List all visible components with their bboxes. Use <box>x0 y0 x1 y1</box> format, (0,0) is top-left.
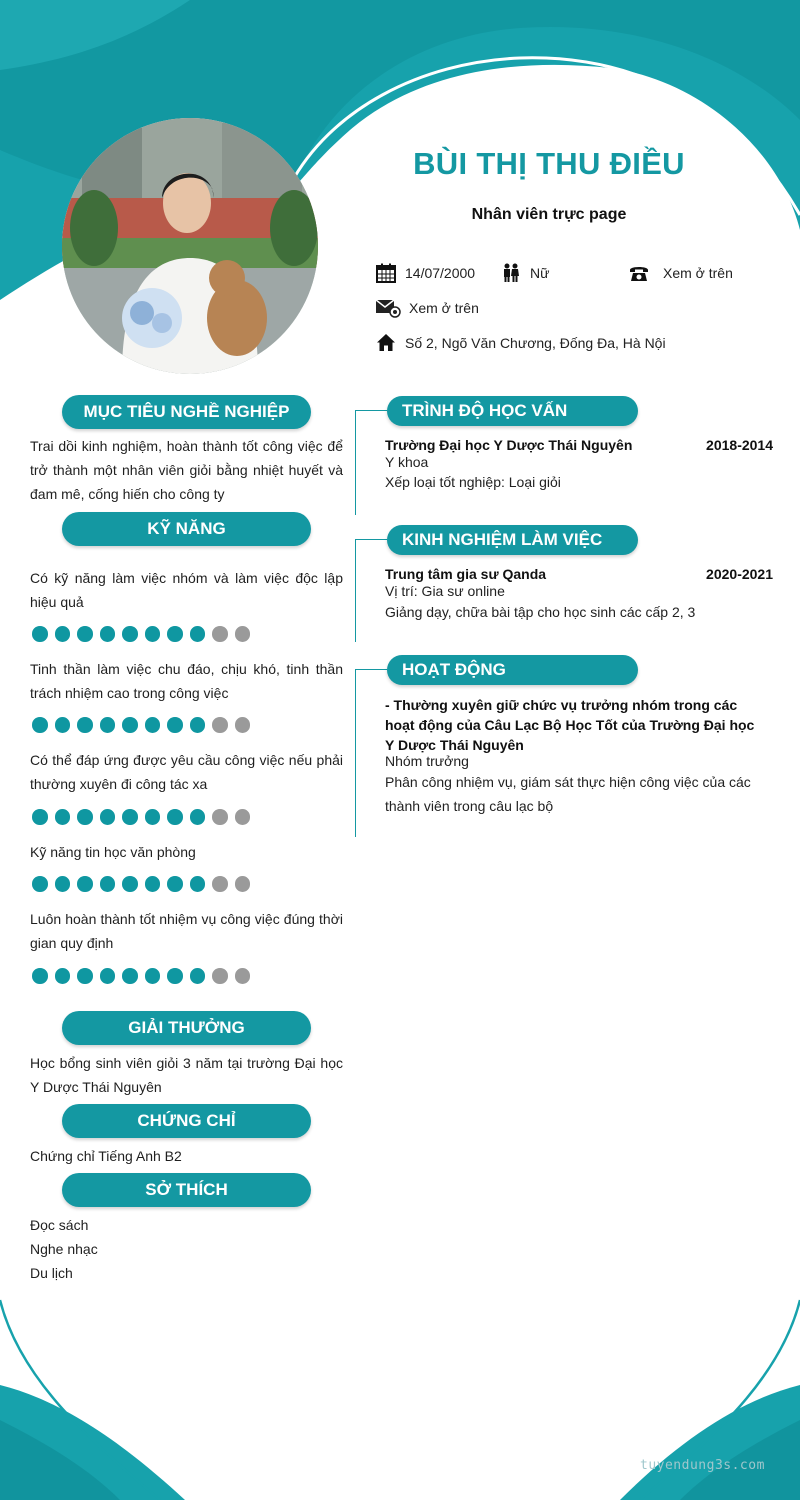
rating-dot-filled <box>32 876 48 892</box>
gender-info <box>500 263 549 283</box>
skill-rating <box>32 717 250 733</box>
rating-dot-filled <box>145 626 161 642</box>
watermark: tuyendung3s.com <box>640 1458 765 1473</box>
timeline-tick <box>355 410 387 411</box>
rating-dot-filled <box>100 876 116 892</box>
rating-dot-empty <box>235 626 251 642</box>
rating-dot-filled <box>190 717 206 733</box>
rating-dot-filled <box>145 717 161 733</box>
profile-photo <box>62 118 318 374</box>
address-info <box>375 333 666 353</box>
email-info <box>375 298 479 318</box>
activities-heading: HOẠT ĐỘNG <box>387 655 638 685</box>
timeline-line <box>355 410 356 515</box>
rating-dot-empty <box>235 876 251 892</box>
rating-dot-filled <box>55 626 71 642</box>
address-text: Số 2, Ngõ Văn Chương, Đống Đa, Hà Nội <box>405 335 666 351</box>
rating-dot-filled <box>100 809 116 825</box>
email-text: Xem ở trên <box>409 300 479 316</box>
hobby-item: Nghe nhạc <box>30 1241 98 1257</box>
activity-title: - Thường xuyên giữ chức vụ trưởng nhóm trong các hoạt động của Câu Lạc Bộ Học Tốt của Trường Đại học Y Dược Thái Nguyên <box>385 697 755 753</box>
hobbies-heading: SỞ THÍCH <box>62 1173 311 1207</box>
awards-heading: GIẢI THƯỞNG <box>62 1011 311 1045</box>
experience-position: Vị trí: Gia sư online <box>385 583 505 599</box>
rating-dot-empty <box>212 809 228 825</box>
rating-dot-filled <box>167 809 183 825</box>
timeline-line <box>355 669 356 837</box>
rating-dot-empty <box>235 717 251 733</box>
skill-rating <box>32 876 250 892</box>
skill-item-1: Có kỹ năng làm việc nhóm và làm việc độc lập hiệu quả <box>30 570 343 610</box>
phone-info <box>628 263 733 283</box>
education-years: 2018-2014 <box>706 437 773 453</box>
email-icon <box>375 298 401 318</box>
rating-dot-filled <box>190 968 206 984</box>
skill-item-5: Luôn hoàn thành tốt nhiệm vụ công việc đúng thời gian quy định <box>30 911 343 951</box>
experience-company: Trung tâm gia sư Qanda <box>385 566 547 582</box>
gender-icon <box>500 263 522 283</box>
rating-dot-filled <box>167 876 183 892</box>
rating-dot-filled <box>122 876 138 892</box>
rating-dot-filled <box>55 968 71 984</box>
calendar-icon <box>375 263 397 283</box>
rating-dot-filled <box>100 626 116 642</box>
rating-dot-filled <box>122 717 138 733</box>
rating-dot-filled <box>77 717 93 733</box>
gender-text: Nữ <box>530 265 550 281</box>
phone-text: Xem ở trên <box>663 265 733 281</box>
skill-item-3: Có thể đáp ứng được yêu cầu công việc nếu phải thường xuyên đi công tác xa <box>30 752 343 792</box>
education-heading: TRÌNH ĐỘ HỌC VẤN <box>387 396 638 426</box>
rating-dot-filled <box>77 876 93 892</box>
rating-dot-empty <box>212 968 228 984</box>
rating-dot-filled <box>55 717 71 733</box>
birthday-info <box>375 263 475 283</box>
education-school: Trường Đại học Y Dược Thái Nguyên <box>385 437 633 453</box>
rating-dot-filled <box>167 626 183 642</box>
timeline-tick <box>355 669 387 670</box>
education-grade: Xếp loại tốt nghiệp: Loại giỏi <box>385 474 561 490</box>
activity-description: Phân công nhiệm vụ, giám sát thực hiện công việc của các thành viên trong câu lạc bộ <box>385 774 751 814</box>
rating-dot-filled <box>167 717 183 733</box>
timeline-line <box>355 539 356 642</box>
rating-dot-filled <box>77 968 93 984</box>
rating-dot-filled <box>55 809 71 825</box>
rating-dot-filled <box>32 968 48 984</box>
awards-text: Học bổng sinh viên giỏi 3 năm tại trường Đại học Y Dược Thái Nguyên <box>30 1055 343 1095</box>
rating-dot-filled <box>190 809 206 825</box>
rating-dot-filled <box>77 809 93 825</box>
rating-dot-filled <box>32 626 48 642</box>
rating-dot-filled <box>190 876 206 892</box>
hobby-item: Đọc sách <box>30 1217 89 1233</box>
rating-dot-empty <box>235 809 251 825</box>
experience-description: Giảng dạy, chữa bài tập cho học sinh các cấp 2, 3 <box>385 604 696 620</box>
experience-heading: KINH NGHIỆM LÀM VIỆC <box>387 525 638 555</box>
certificates-heading: CHỨNG CHỈ <box>62 1104 311 1138</box>
rating-dot-empty <box>212 626 228 642</box>
skills-heading: KỸ NĂNG <box>62 512 311 546</box>
rating-dot-empty <box>212 876 228 892</box>
timeline-tick <box>355 539 387 540</box>
rating-dot-filled <box>32 717 48 733</box>
rating-dot-filled <box>32 809 48 825</box>
skill-item-4: Kỹ năng tin học văn phòng <box>30 844 196 860</box>
rating-dot-filled <box>77 626 93 642</box>
activity-role: Nhóm trưởng <box>385 753 469 769</box>
objective-heading: MỤC TIÊU NGHỀ NGHIỆP <box>62 395 311 429</box>
rating-dot-filled <box>167 968 183 984</box>
job-title: Nhân viên trực page <box>471 206 627 223</box>
rating-dot-filled <box>122 626 138 642</box>
skill-rating <box>32 626 250 642</box>
rating-dot-filled <box>100 717 116 733</box>
rating-dot-filled <box>145 968 161 984</box>
rating-dot-filled <box>122 809 138 825</box>
rating-dot-filled <box>145 876 161 892</box>
home-icon <box>375 333 397 353</box>
rating-dot-filled <box>145 809 161 825</box>
objective-text: Trai dồi kinh nghiệm, hoàn thành tốt công việc để trở thành một nhân viên giỏi bằng nhiệt huyết và đam mê, cống hiến cho công ty <box>30 438 343 502</box>
rating-dot-filled <box>122 968 138 984</box>
rating-dot-filled <box>55 876 71 892</box>
experience-years: 2020-2021 <box>706 566 773 582</box>
skill-rating <box>32 809 250 825</box>
hobby-item: Du lịch <box>30 1265 73 1281</box>
education-major: Y khoa <box>385 454 429 470</box>
skill-rating <box>32 968 250 984</box>
certificates-text: Chứng chỉ Tiếng Anh B2 <box>30 1148 182 1164</box>
skill-item-2: Tinh thần làm việc chu đáo, chịu khó, tinh thần trách nhiệm cao trong công việc <box>30 661 343 701</box>
candidate-name: BÙI THỊ THU ĐIỀU <box>413 146 685 181</box>
phone-icon <box>628 263 650 283</box>
rating-dot-filled <box>100 968 116 984</box>
rating-dot-empty <box>212 717 228 733</box>
rating-dot-filled <box>190 626 206 642</box>
rating-dot-empty <box>235 968 251 984</box>
birthday-text: 14/07/2000 <box>405 265 476 281</box>
